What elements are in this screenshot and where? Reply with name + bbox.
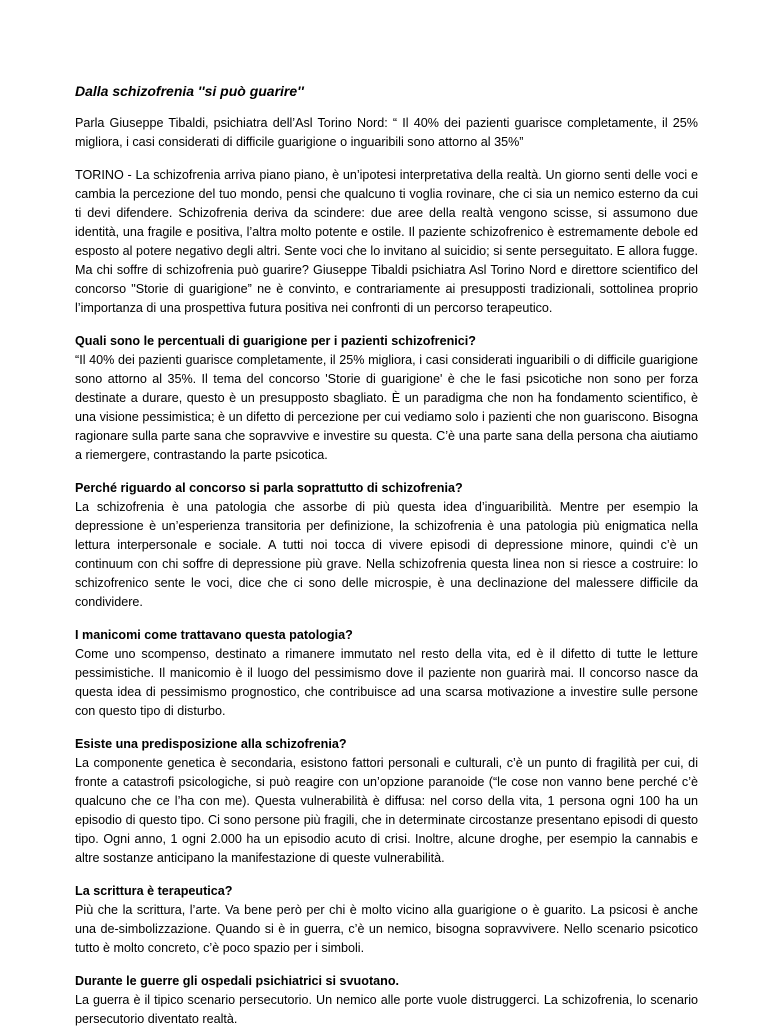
qa-section <box>75 972 698 1029</box>
answer-text: Come uno scompenso, destinato a rimanere immutato nel resto della vita, ed è il difetto di tutte le letture pessimistiche. Il manicomio è il luogo del pessimismo dove il paziente non guarirà mai. Il concorso nasce da questa idea di pessimismo prognostico, che contribuisce ad una scarsa motivazione a investire sulle persone con questo tipo di disturbo. <box>75 647 698 718</box>
answer-text: La guerra è il tipico scenario persecutorio. Un nemico alle porte vuole distruggerci. La schizofrenia, lo scenario persecutorio diventato realtà. <box>75 993 698 1026</box>
article-subtitle: Parla Giuseppe Tibaldi, psichiatra dell’Asl Torino Nord: “ Il 40% dei pazienti guarisce completamente, il 25% migliora, i casi considerati di difficile guarigione o inguaribili sono attorno al 35%” <box>75 116 698 149</box>
answer-text: La schizofrenia è una patologia che assorbe di più questa idea d’inguaribilità. Mentre per esempio la depressione è un’esperienza transitoria per definizione, la schizofrenia è una patologia più enigmatica nella lettura interpersonale e sociale. A tutti noi tocca di vivere episodi di depressione minore, quindi c’è un continuum con chi soffre di depressione più grave. Nella schizofrenia questa linea non si riesce a costruire: lo schizofrenico sente le voci, dice che ci sono delle microspie, è una declinazione del malessere difficile da condividere. <box>75 500 698 609</box>
qa-section <box>75 332 698 465</box>
question-heading: I manicomi come trattavano questa patologia? <box>75 628 353 642</box>
answer-text: Più che la scrittura, l’arte. Va bene però per chi è molto vicino alla guarigione o è guarito. La psicosi è anche una de-simbolizzazione. Quando si è in guerra, c’è un nemico, bisogna sopravvivere. Nello scenario psicotico tutto è molto concreto, c’è poco spazio per i simboli. <box>75 903 698 955</box>
question-heading: Durante le guerre gli ospedali psichiatrici si svuotano. <box>75 974 400 988</box>
qa-section <box>75 735 698 868</box>
question-heading: Perché riguardo al concorso si parla soprattutto di schizofrenia? <box>75 481 463 495</box>
article-intro: TORINO - La schizofrenia arriva piano piano, è un’ipotesi interpretativa della realtà. Un giorno senti delle voci e cambia la percezione del tuo mondo, pensi che qualcuno ti voglia rovinare, che ci sia un nemico esterno da cui ti devi difendere. Schizofrenia deriva da scindere: due aree della realtà vengono scisse, si assumono due identità, una fragile e positiva, l’altra molto potente e ostile. Il paziente schizofrenico è estremamente debole ed esposto al potere negativo degli altri. Sente voci che lo invitano al suicidio; si sente perseguitato. E allora fugge. Ma chi soffre di schizofrenia può guarire? Giuseppe Tibaldi psichiatra Asl Torino Nord e direttore scientifico del concorso "Storie di guarigione” ne è convinto, e contrariamente ai presupposti tradizionali, sottolinea proprio l’importanza di una prospettiva futura positiva nei confronti di un percorso terapeutico. <box>75 168 698 315</box>
answer-text: La componente genetica è secondaria, esistono fattori personali e culturali, c’è un punto di fragilità per cui, di fronte a catastrofi psicologiche, si può reagire con un’opzione paranoide (“le cose non vanno bene perché c’è qualcuno che ce l’ha con me). Questa vulnerabilità è diffusa: nel corso della vita, 1 persona ogni 100 ha un episodio di questo tipo. Ci sono persone più fragili, che in determinate circostanze presentano episodi di questo tipo. Ogni anno, 1 ogni 2.000 ha un episodio acuto di crisi. Inoltre, alcune droghe, per esempio la cannabis e altre sostanze anticipano la manifestazione di queste vulnerabilità. <box>75 756 698 865</box>
answer-text: “Il 40% dei pazienti guarisce completamente, il 25% migliora, i casi considerati inguaribili o di difficile guarigione sono attorno al 35%. Il tema del concorso 'Storie di guarigione' è che le fasi psicotiche non sono per forza destinate a durare, questo è un presupposto sbagliato. È un paradigma che non ha fondamento scientifico, è una visione pessimistica; è un difetto di percezione per cui vediamo solo i pazienti che non guariscono. Bisogna ragionare sulla parte sana che sopravvive e investire su questa. C’è una parte sana della persona cha aiutiamo a riemergere, contrastando la parte psicotica. <box>75 353 698 462</box>
qa-section <box>75 882 698 958</box>
qa-section <box>75 479 698 612</box>
article-title: Dalla schizofrenia ''si può guarire'' <box>75 83 304 99</box>
qa-section <box>75 626 698 721</box>
question-heading: La scrittura è terapeutica? <box>75 884 233 898</box>
question-heading: Quali sono le percentuali di guarigione per i pazienti schizofrenici? <box>75 334 476 348</box>
question-heading: Esiste una predisposizione alla schizofrenia? <box>75 737 347 751</box>
